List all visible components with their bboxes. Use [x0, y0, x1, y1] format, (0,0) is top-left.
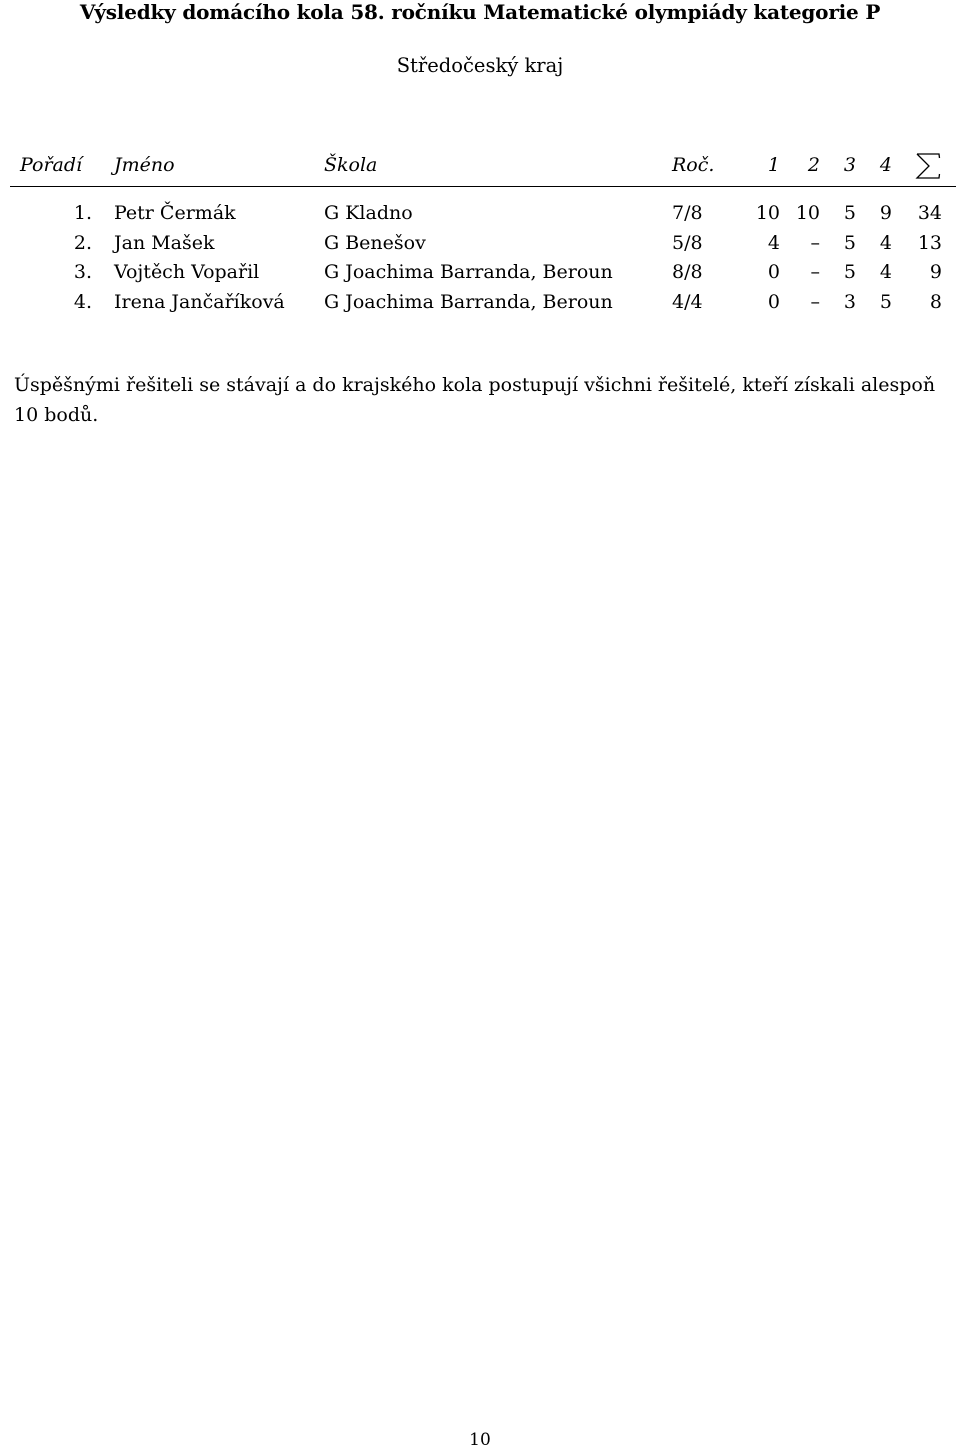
cell-problem-4: 4 [879, 231, 892, 254]
region-heading: Středočeský kraj [396, 54, 564, 77]
cell-year: 5/8 [672, 231, 703, 254]
cell-problem-2: 10 [795, 202, 820, 224]
header-problem-2: 2 [807, 154, 820, 176]
cell-name: Petr Čermák [114, 202, 236, 224]
cell-total: 34 [917, 202, 942, 224]
cell-problem-2: – [810, 231, 820, 254]
cell-year: 7/8 [672, 202, 703, 224]
header-problem-1: 1 [767, 154, 780, 176]
cell-problem-3: 5 [843, 261, 856, 283]
sigma-sum-icon [914, 150, 942, 180]
header-rank: Pořadí [20, 154, 83, 176]
cell-problem-4: 5 [879, 290, 892, 313]
page-number: 10 [469, 1430, 491, 1450]
table-row [0, 198, 960, 228]
header-name: Jméno [114, 154, 175, 176]
cell-total: 13 [917, 231, 942, 254]
cell-rank: 2. [73, 231, 92, 254]
table-header-row [0, 150, 960, 180]
cell-rank: 3. [73, 261, 92, 283]
header-problem-3: 3 [843, 154, 856, 176]
cell-school: G Kladno [324, 202, 413, 224]
qualification-note: Úspěšnými řešiteli se stávají a do krajského kola postupují všichni řešitelé, kteří získali alespoň 10 bodů. [14, 374, 936, 426]
cell-rank: 4. [73, 290, 92, 313]
cell-problem-4: 9 [879, 202, 892, 224]
cell-total: 9 [929, 261, 942, 283]
cell-problem-3: 5 [843, 231, 856, 254]
cell-problem-4: 4 [879, 261, 892, 283]
header-rule [10, 186, 956, 187]
cell-problem-2: – [810, 290, 820, 313]
cell-school: G Joachima Barranda, Beroun [324, 290, 613, 313]
cell-problem-1: 0 [767, 290, 780, 313]
cell-school: G Joachima Barranda, Beroun [324, 261, 613, 283]
cell-name: Irena Jančaříková [114, 290, 285, 313]
cell-problem-3: 3 [843, 290, 856, 313]
header-year: Roč. [672, 154, 715, 176]
header-school: Škola [324, 154, 378, 176]
cell-problem-1: 10 [755, 202, 780, 224]
table-row [0, 257, 960, 287]
cell-year: 8/8 [672, 261, 703, 283]
cell-problem-1: 4 [767, 231, 780, 254]
cell-problem-3: 5 [843, 202, 856, 224]
cell-school: G Benešov [324, 231, 426, 254]
cell-problem-2: – [810, 261, 820, 283]
cell-rank: 1. [73, 202, 92, 224]
table-row [0, 287, 960, 317]
cell-name: Jan Mašek [114, 231, 215, 254]
document-title: Výsledky domácího kola 58. ročníku Matematické olympiády kategorie P [79, 0, 881, 24]
cell-total: 8 [929, 290, 942, 313]
cell-name: Vojtěch Vopařil [114, 261, 260, 283]
header-problem-4: 4 [879, 154, 892, 176]
cell-year: 4/4 [672, 290, 703, 313]
table-row [0, 228, 960, 258]
cell-problem-1: 0 [767, 261, 780, 283]
